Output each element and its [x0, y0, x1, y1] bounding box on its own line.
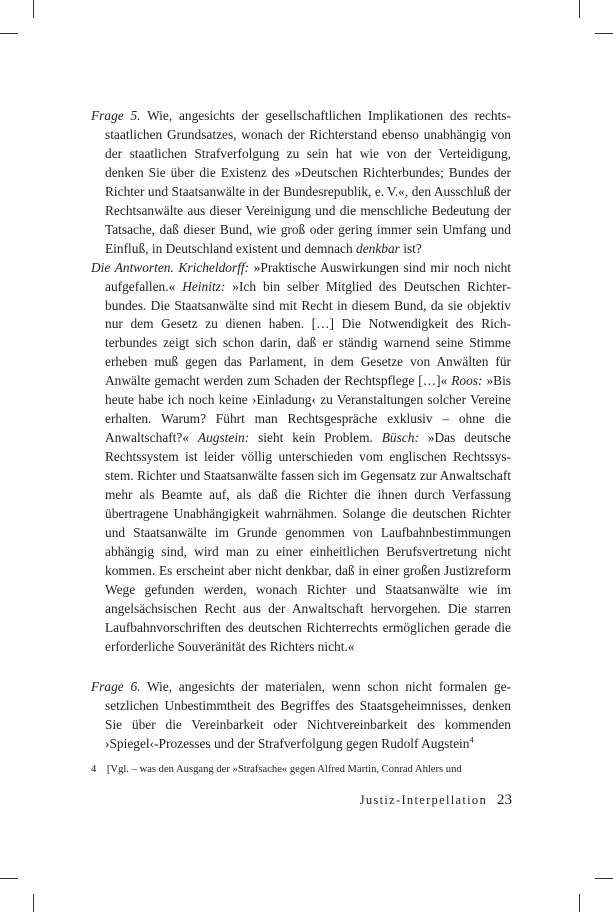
footnote-reference: 4 [469, 734, 474, 745]
text-run: »Das deutsche Rechtssystem ist leider völlig unterschieden vom englischen Rechtssysstem. Richter und Staatsanwälte fassen sich im Gegensatz zur Anwaltschaft mehr als Beamte auf, als daß die Richter die ihnen durch Verfassung übertragene Unabhängigkeit wahrnähmen. Solange die deutschen Richter und Staatsanwälte im Grunde genommen von Laufbahnbestimmungen abhängig sind, wird man zu einer einheitlichen Berufsvertretung nicht kommen. Es erscheint aber nicht denkbar, daß in einer großen Justizreform Wege gefunden werden, wonach Richter und Staatsanwälte wie im angelsächsischen Recht aus der Anwaltschaft hervorgehen. Die starren Laufbahnvorschriften des deutschen Richterrechts ermöglichen gerade die erforderliche Souveränität des Richters nicht.« [105, 430, 511, 654]
text-run: ist? [399, 240, 422, 256]
crop-mark-bottom-right-vertical [579, 894, 580, 912]
italic-text-run: denkbar [356, 240, 400, 256]
crop-mark-bottom-right-horizontal [595, 878, 613, 879]
crop-mark-top-left-horizontal [0, 33, 18, 34]
text-run: »Bis heute habe ich noch keine ›Einladung‹ zu Veranstaltungen solcher Vereine erhalten. Warum? Führt man Rechtsgespräche exklusiv – ohne die Anwaltschaft?« [105, 373, 512, 446]
italic-text-run: Augstein: [197, 430, 250, 446]
paragraph-question-6 [91, 678, 511, 754]
page-footer [360, 792, 512, 809]
crop-mark-bottom-left-vertical [33, 894, 34, 912]
page-number: 23 [497, 792, 512, 808]
text-run: Wie, angesichts der materialen, wenn schon nicht formalen gesetzlichen Unbestimmtheit des Begriffes des Staatsgeheimnisses, denken Sie über die Vereinbarkeit oder Nichtvereinbarkeit des kommenden ›Spiegel‹-Prozesses und der Strafverfolgung gegen Rudolf Augstein [105, 678, 511, 751]
italic-text-run: Die Antworten. Kricheldorff: [91, 259, 250, 275]
paragraph-answers [91, 259, 511, 657]
crop-mark-top-left-vertical [33, 0, 34, 18]
paragraph-question-5 [91, 107, 511, 259]
italic-text-run: Roos: [451, 373, 483, 389]
italic-text-run: Büsch: [381, 430, 419, 446]
italic-text-run: Heinitz: [182, 278, 226, 294]
crop-mark-top-right-vertical [579, 0, 580, 18]
page-body [91, 107, 511, 753]
footnote: 4 [Vgl. – was den Ausgang der »Strafsache« gegen Alfred Martin, Conrad Ahlers und [91, 764, 462, 775]
crop-mark-top-right-horizontal [595, 33, 613, 34]
text-run: »Praktische Auswirkungen sind mir noch nicht aufgefallen.« [105, 259, 511, 294]
text-run: sieht kein Problem. [249, 430, 382, 446]
italic-text-run: Frage 6. [91, 678, 141, 694]
running-head: Justiz-Interpellation [359, 793, 487, 807]
text-run: »Ich bin selber Mitglied des Deutschen Richterbundes. Die Staatsanwälte sind mit Recht in diesem Bund, da sie objektiv nur dem Gesetz zu dienen haben. […] Die Notwendigkeit des Richterbundes zeigt sich schon darin, daß er ständig warnend seine Stimme erheben muß gegen das Parlament, in dem Gesetze von Anwälten für Anwälte gemacht werden zum Schaden der Rechtspflege […]« [105, 278, 512, 389]
italic-text-run: Frage 5. [91, 108, 141, 123]
crop-mark-bottom-left-horizontal [0, 878, 18, 879]
text-run: Wie, angesichts der gesellschaftlichen Implikationen des rechtsstaatlichen Grundsatzes, wonach der Richterstand ebenso unabhängig von der staatlichen Strafverfolgung zu sein hat wie von der Verteidigung, denken Sie über die Existenz des »Deutschen Richterbundes; Bundes der Richter und Staatsanwälte in der Bundesrepublik, e. V.«, den Ausschluß der Rechtsanwälte aus dieser Vereinigung und die menschliche Bedeutung der Tatsache, daß dieser Bund, wie groß oder gering immer sein Umfang und Einfluß, in Deutschland existent und demnach [105, 108, 511, 256]
